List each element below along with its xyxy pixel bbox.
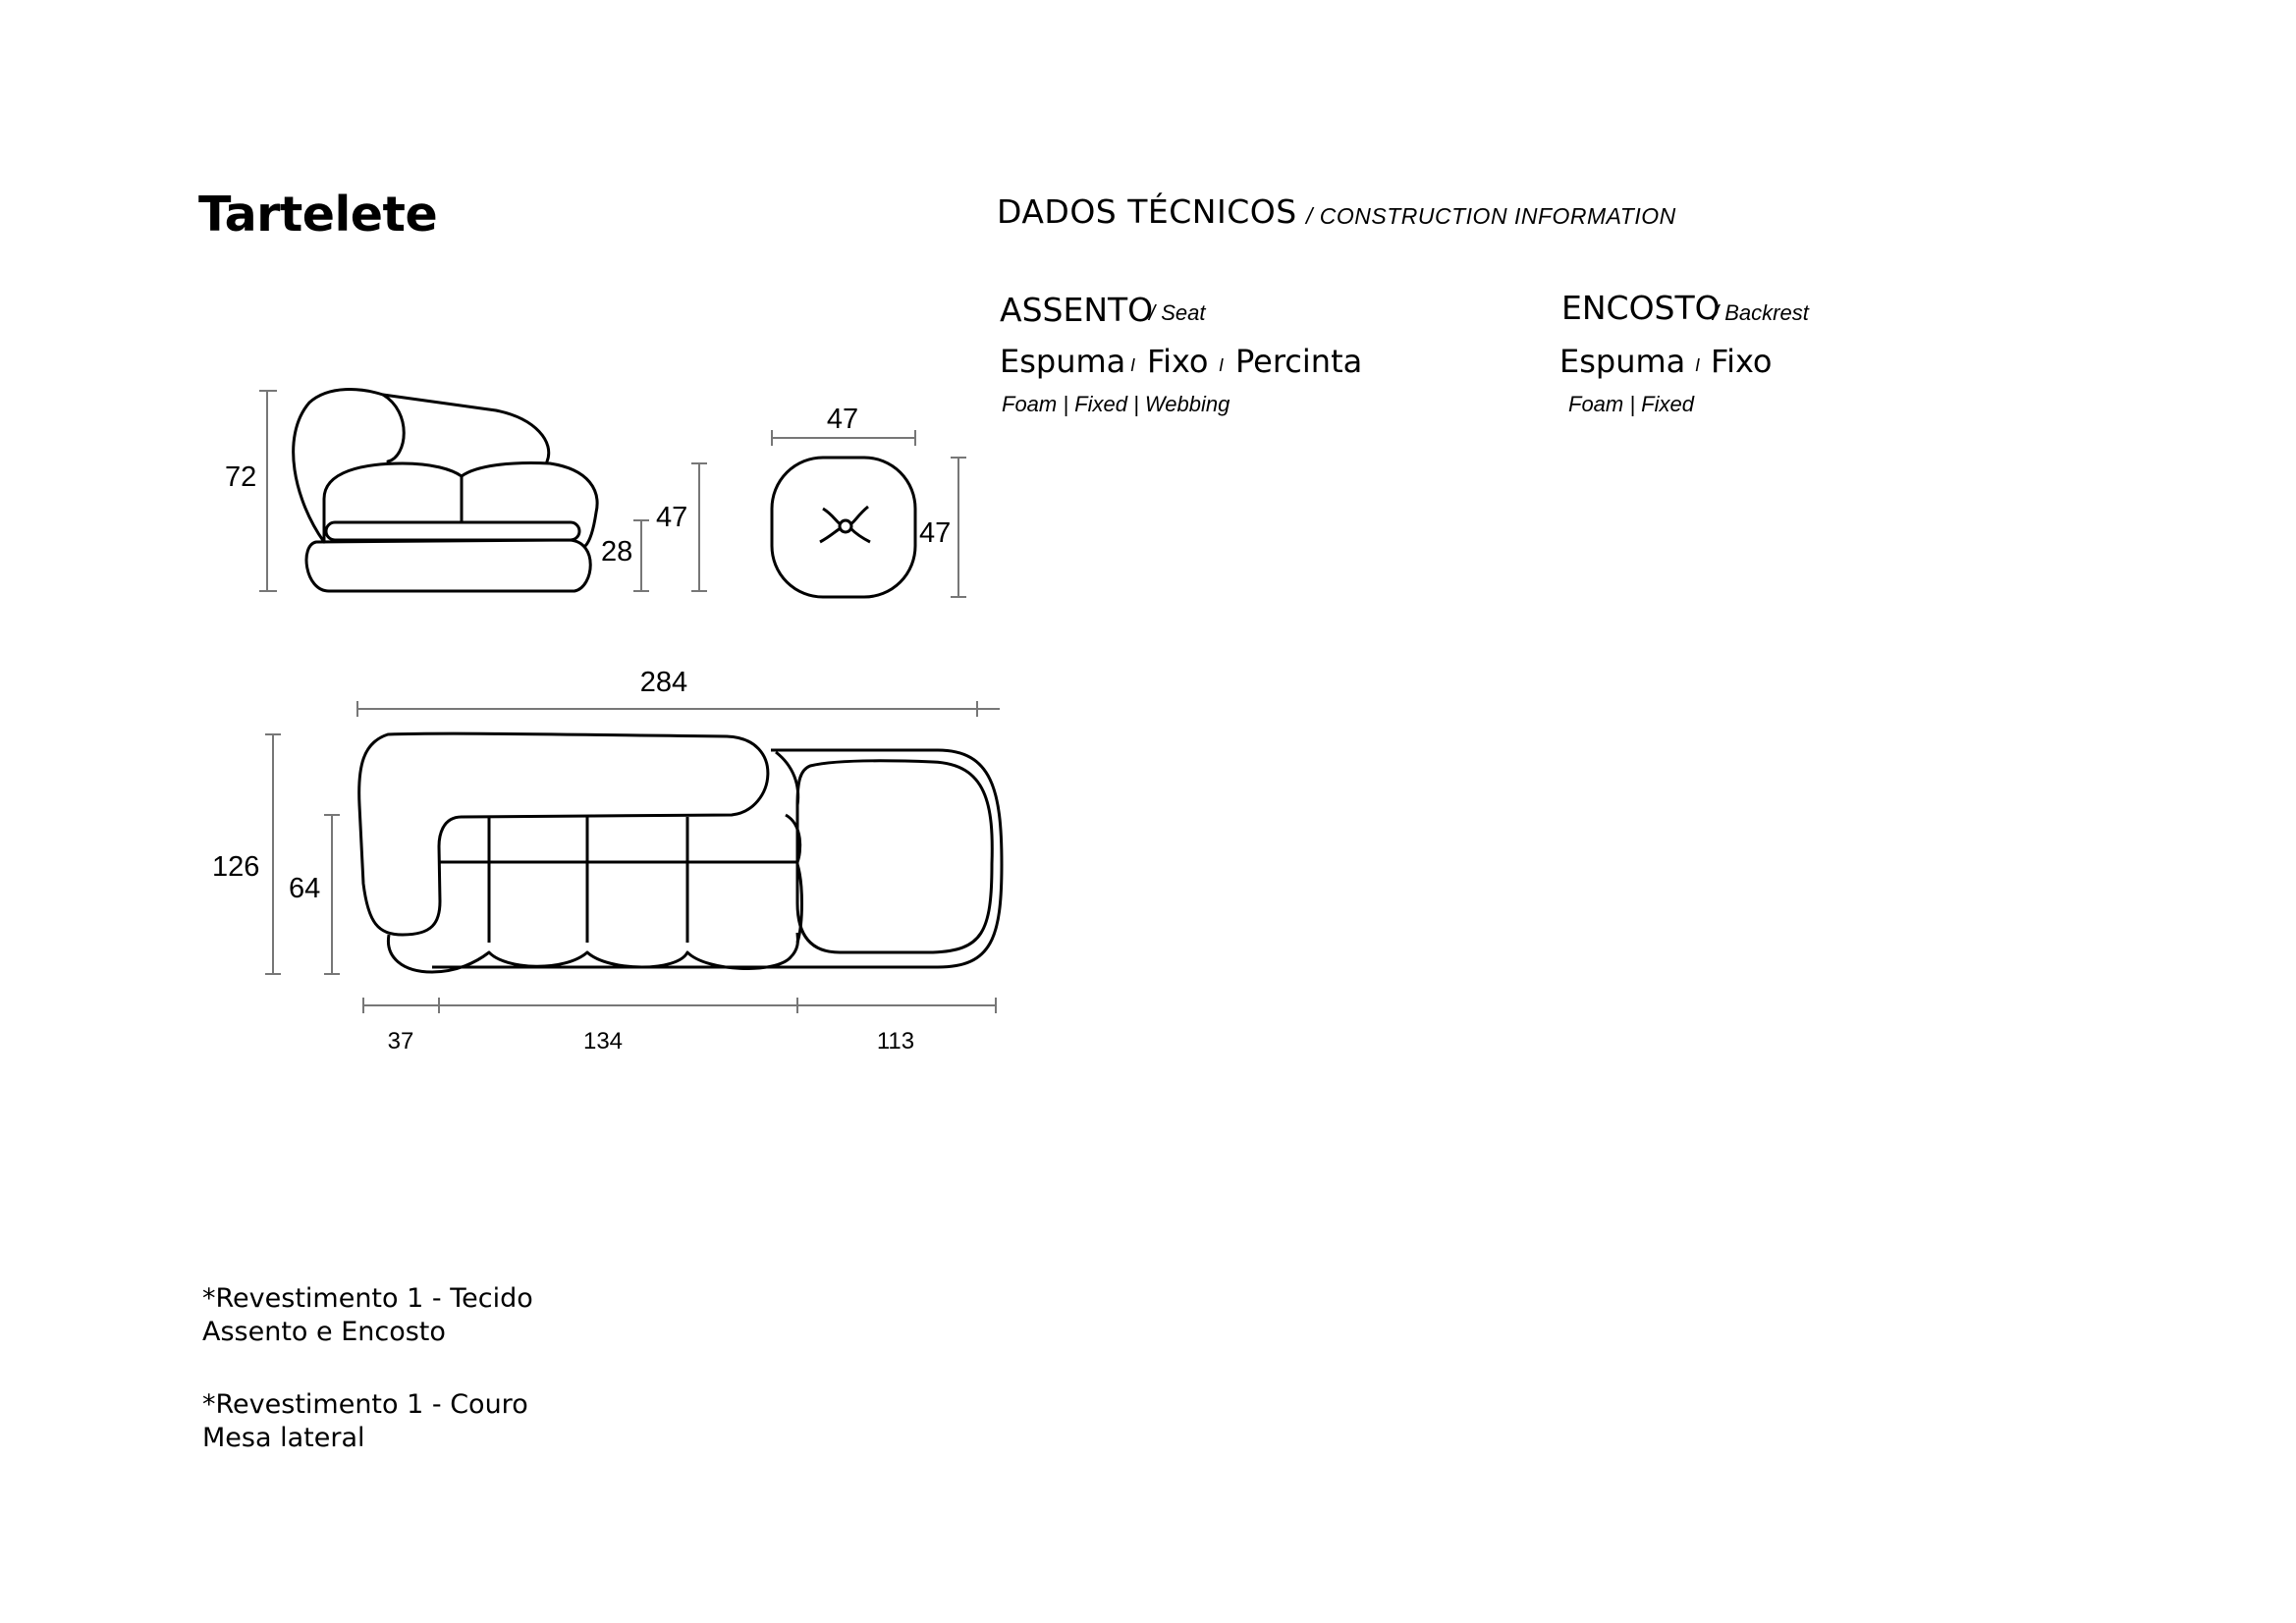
- note-leather-line2: Mesa lateral: [202, 1423, 365, 1453]
- arm-width-label: 37: [387, 1028, 414, 1055]
- side-table-dimension-lines: [772, 430, 966, 597]
- backrest-heading: ENCOSTO: [1561, 289, 1721, 327]
- plan-view-drawing: [359, 733, 1002, 972]
- note-fabric-line1: *Revestimento 1 - Tecido: [202, 1283, 533, 1314]
- note-fabric: [202, 1282, 533, 1349]
- table-depth-label: 47: [919, 517, 952, 549]
- backrest-separator: I: [1695, 355, 1701, 375]
- table-width-label: 47: [826, 404, 859, 435]
- seat-separator: I: [1130, 355, 1136, 375]
- backrest-materials-en: Foam | Fixed: [1568, 392, 1694, 416]
- seat-depth-label: 64: [289, 873, 321, 904]
- technical-title: DADOS TÉCNICOS: [997, 192, 1297, 231]
- seat-separator: I: [1219, 355, 1225, 375]
- technical-subtitle: / CONSTRUCTION INFORMATION: [1306, 203, 1676, 229]
- side-table-drawing: [772, 458, 915, 597]
- backrest-material-fixed: Fixo: [1711, 343, 1773, 380]
- backrest-heading-en: / Backrest: [1713, 300, 1809, 325]
- backrest-material-foam: Espuma: [1559, 343, 1686, 380]
- note-fabric-line2: Assento e Encosto: [202, 1317, 446, 1347]
- seat-height-label: 28: [601, 536, 633, 568]
- side-height-label: 72: [225, 461, 257, 493]
- seat-width-label: 134: [582, 1028, 624, 1055]
- arm-height-label: 47: [656, 502, 688, 533]
- product-title: Tartelete: [198, 187, 438, 243]
- side-view-drawing: [294, 390, 597, 591]
- note-leather: [202, 1388, 528, 1455]
- note-leather-line1: *Revestimento 1 - Couro: [202, 1389, 528, 1420]
- seat-materials-en: Foam | Fixed | Webbing: [1002, 392, 1230, 416]
- seat-heading: ASSENTO: [1000, 291, 1154, 329]
- seat-material-webbing: Percinta: [1235, 343, 1363, 380]
- total-depth-label: 126: [212, 851, 260, 883]
- seat-material-foam: Espuma: [1000, 343, 1126, 380]
- total-width-label: 284: [639, 667, 688, 698]
- seat-heading-en: / Seat: [1149, 300, 1206, 325]
- seat-material-fixed: Fixo: [1147, 343, 1209, 380]
- chaise-width-label: 113: [876, 1028, 915, 1055]
